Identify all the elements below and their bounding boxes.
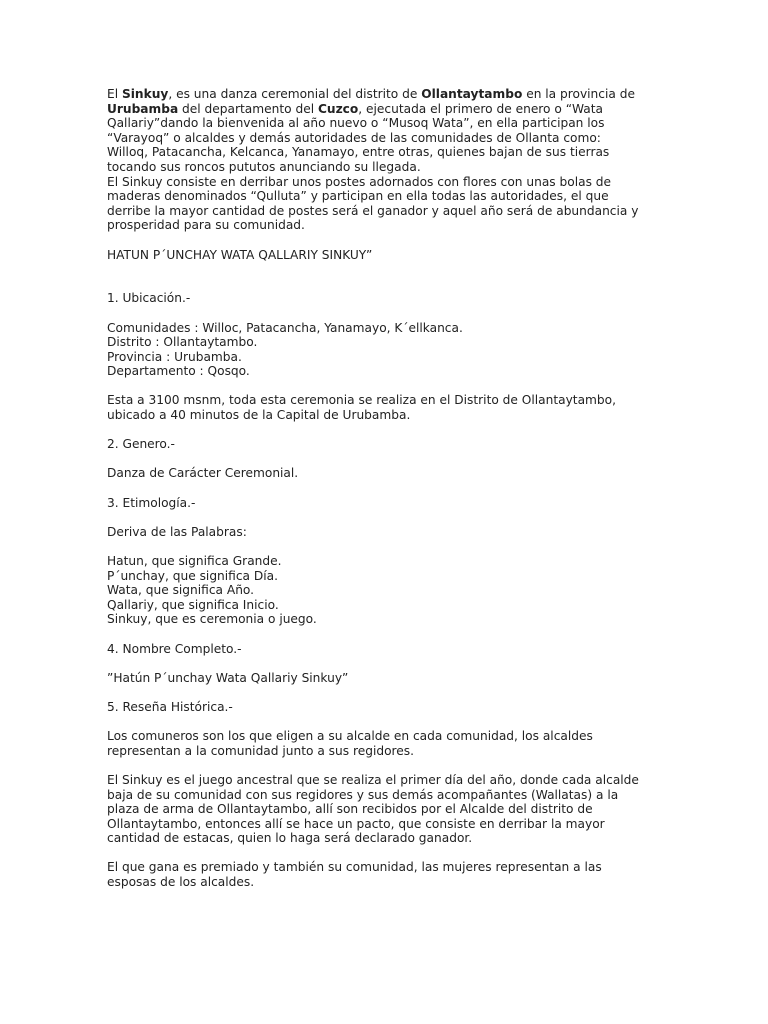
intro-line-8: maderas denominados “Qulluta” y participan en ella todas las autoridades, el que — [107, 189, 609, 204]
etymology-word: Hatun, que significa Grande. — [107, 554, 282, 568]
location-paragraph-line-1: Esta a 3100 msnm, toda esta ceremonia se realiza en el Distrito de Ollantaytambo, — [107, 393, 616, 408]
intro-line-9: derribe la mayor cantidad de postes será el ganador y aquel año será de abundancia y — [107, 203, 639, 218]
history-paragraph-1-line: representan a la comunidad junto a sus regidores. — [107, 743, 414, 758]
spacer — [107, 262, 667, 291]
location-comunidades: Comunidades : Willoc, Patacancha, Yanamayo, K´ellkanca. — [107, 320, 463, 335]
section-5-heading: 5. Reseña Histórica.- — [107, 699, 233, 714]
intro-line-7: El Sinkuy consiste en derribar unos postes adornados con flores con unas bolas de — [107, 174, 612, 189]
spacer — [107, 481, 667, 496]
etymology-word: Wata, que significa Año. — [107, 583, 255, 598]
spacer — [107, 685, 667, 700]
history-paragraph-3-line: esposas de los alcaldes. — [107, 875, 255, 890]
bold-term-cuzco: Cuzco — [317, 101, 359, 116]
spacer — [107, 510, 667, 525]
spacer — [107, 758, 667, 773]
section-2-heading: 2. Genero.- — [107, 437, 175, 452]
history-paragraph-3-line: El que gana es premiado y también su comunidad, las mujeres representan a las — [107, 860, 602, 875]
spacer — [107, 539, 667, 554]
spacer — [107, 846, 667, 861]
intro-line-3: Qallariy”dando la bienvenida al año nuevo o “Musoq Wata”, en ella participan los — [107, 116, 605, 131]
full-name-text: ”Hatún P´unchay Wata Qallariy Sinkuy” — [107, 670, 349, 685]
section-1-heading: 1. Ubicación.- — [107, 291, 191, 306]
intro-text: , es una danza ceremonial del distrito de — [168, 87, 422, 101]
etymology-word: Qallariy, que significa Inicio. — [107, 597, 279, 612]
intro-text: El — [107, 87, 122, 101]
history-paragraph-2-line: El Sinkuy es el juego ancestral que se realiza el primer día del año, donde cada alcalde — [107, 772, 639, 787]
intro-line-5: Willoq, Patacancha, Kelcanca, Yanamayo, entre otras, quienes bajan de sus tierras — [107, 145, 610, 160]
intro-line-1 — [107, 87, 667, 102]
etymology-word: P´unchay, que significa Día. — [107, 568, 278, 583]
history-paragraph-2-line: baja de su comunidad con sus regidores y sus demás acompañantes (Wallatas) a la — [107, 787, 619, 802]
document-page — [107, 87, 667, 890]
history-paragraph-2-line: cantidad de estacas, quien lo haga será declarado ganador. — [107, 831, 473, 846]
intro-line-2 — [107, 102, 667, 117]
spacer — [107, 423, 667, 438]
bold-term-urubamba: Urubamba — [107, 101, 179, 116]
etymology-intro: Deriva de las Palabras: — [107, 524, 247, 539]
location-distrito: Distrito : Ollantaytambo. — [107, 335, 258, 350]
etymology-word: Sinkuy, que es ceremonia o juego. — [107, 612, 317, 627]
spacer — [107, 452, 667, 467]
bold-term-sinkuy: Sinkuy — [121, 87, 169, 101]
spacer — [107, 656, 667, 671]
location-departamento: Departamento : Qosqo. — [107, 364, 250, 379]
spacer — [107, 379, 667, 394]
location-paragraph-line-2: ubicado a 40 minutos de la Capital de Urubamba. — [107, 408, 411, 423]
location-provincia: Provincia : Urubamba. — [107, 349, 242, 364]
intro-text: , ejecutada el primero de enero o “Wata — [358, 101, 604, 116]
spacer — [107, 306, 667, 321]
history-paragraph-2-line: plaza de arma de Ollantaytambo, allí son recibidos por el Alcalde del distrito de — [107, 802, 593, 817]
genre-text: Danza de Carácter Ceremonial. — [107, 466, 299, 481]
main-title: HATUN P´UNCHAY WATA QALLARIY SINKUY” — [107, 247, 373, 262]
bold-term-ollantaytambo: Ollantaytambo — [421, 87, 523, 101]
history-paragraph-2-line: Ollantaytambo, entonces allí se hace un pacto, que consiste en derribar la mayor — [107, 816, 605, 831]
intro-line-6: tocando sus roncos pututos anunciando su llegada. — [107, 159, 421, 174]
section-3-heading: 3. Etimología.- — [107, 495, 196, 510]
spacer — [107, 715, 667, 730]
history-paragraph-1-line: Los comuneros son los que eligen a su alcalde en cada comunidad, los alcaldes — [107, 729, 593, 744]
intro-line-4: “Varayoq” o alcaldes y demás autoridades de las comunidades de Ollanta como: — [107, 130, 601, 145]
spacer — [107, 233, 667, 248]
spacer — [107, 627, 667, 642]
intro-text: en la provincia de — [522, 87, 635, 101]
intro-line-10: prosperidad para su comunidad. — [107, 218, 305, 233]
intro-text: del departamento del — [178, 101, 318, 116]
section-4-heading: 4. Nombre Completo.- — [107, 641, 242, 656]
